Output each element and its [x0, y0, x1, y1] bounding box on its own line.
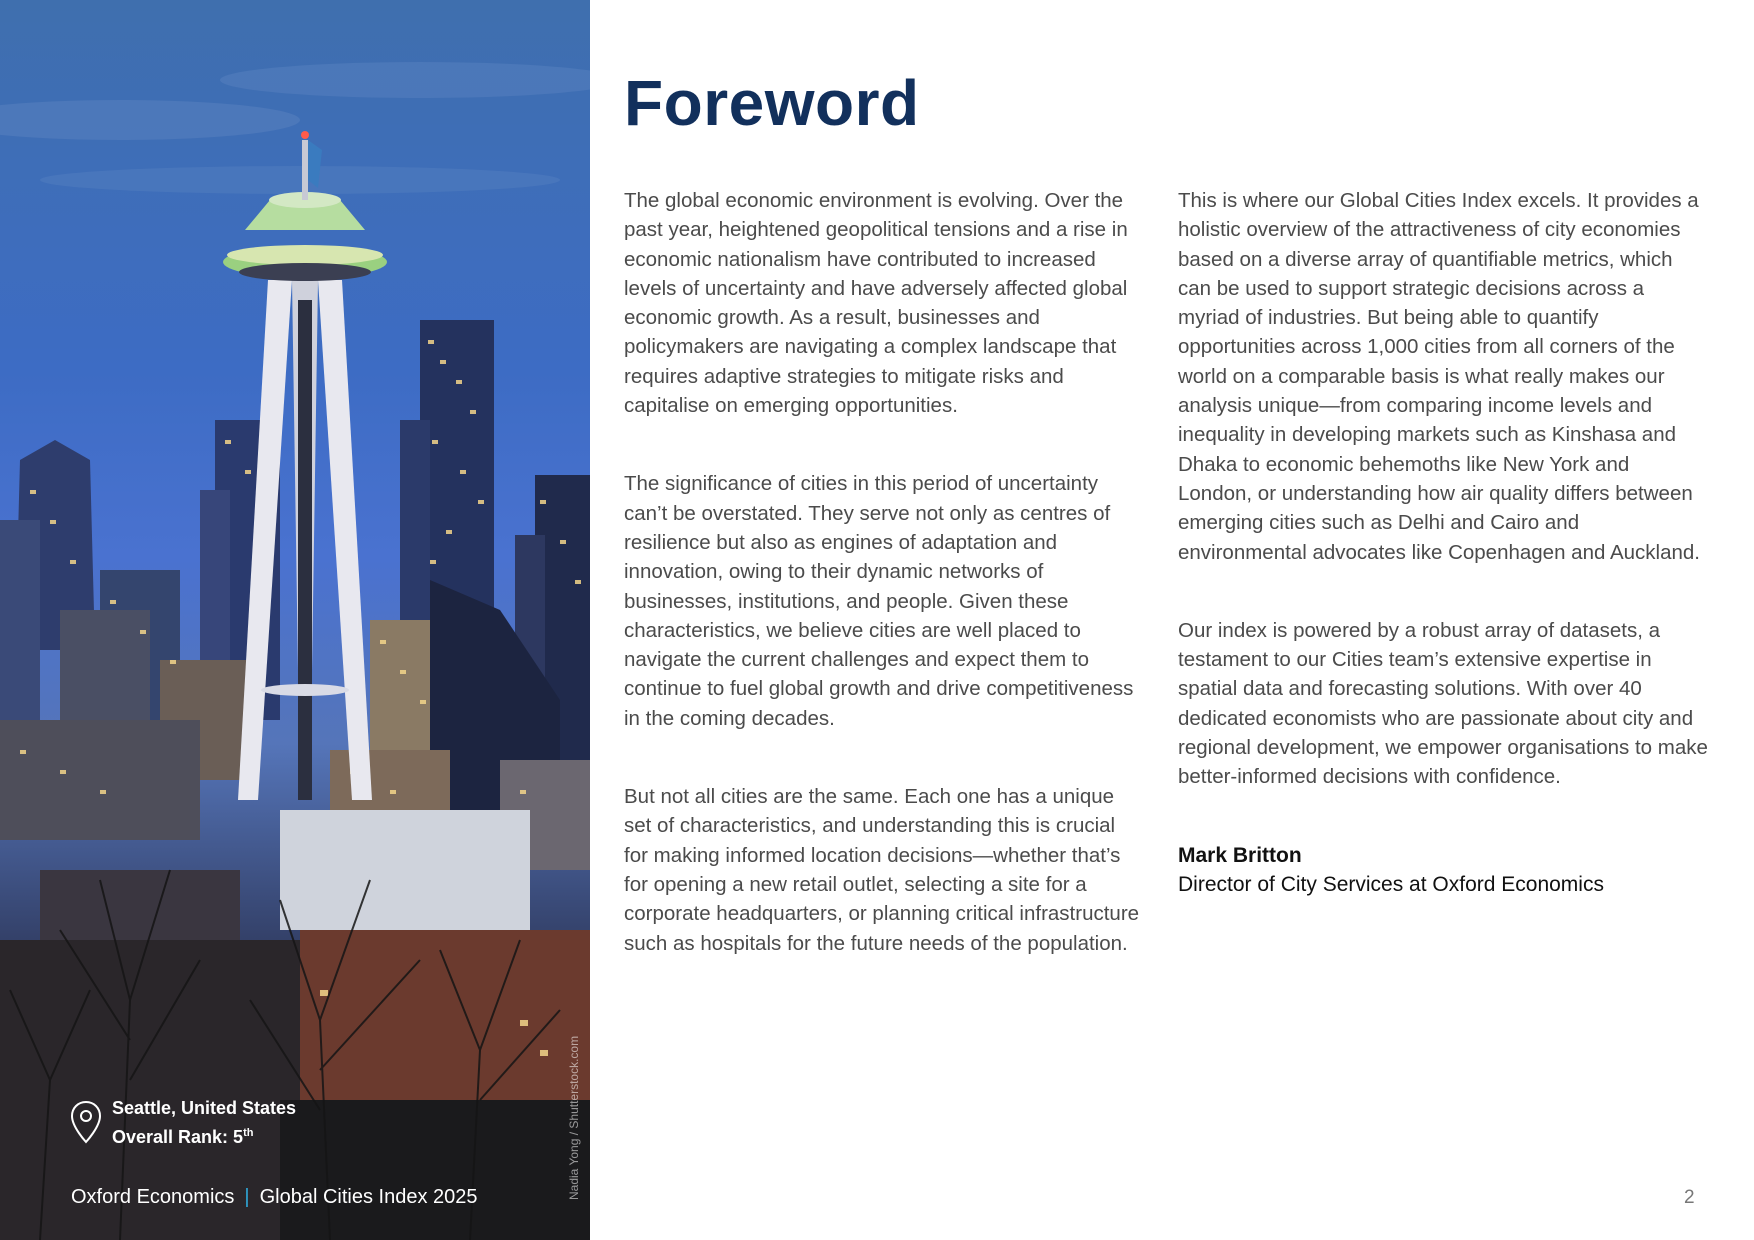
overall-rank: Overall Rank: 5th: [112, 1127, 254, 1147]
right-column: [1178, 186, 1708, 899]
footer-publisher: Oxford Economics: [71, 1186, 235, 1208]
paragraph: But not all cities are the same. Each one has a unique set of characteristics, and understanding this is crucial for making informed location decisions—whether that’s for opening a new retail outlet, selecting a site for a corporate headquarters, or planning critical infrastructure such as hospitals for the future needs of the population.: [624, 785, 1140, 955]
photo-credit: Nadia Yong / Shutterstock.com: [567, 1035, 581, 1200]
location-pin-icon: [70, 1100, 102, 1144]
paragraph: The significance of cities in this period of uncertainty can’t be overstated. They serve not only as centres of resilience but also as engines of adaptation and innovation, owing to their dynamic networks of businesses, institutions, and people. Given these characteristics, we believe cities are well placed to navigate the current challenges and expect them to continue to fuel global growth and drive competitiveness in the coming decades.: [624, 472, 1134, 730]
footer-separator: |: [244, 1186, 250, 1208]
paragraph: Our index is powered by a robust array of datasets, a testament to our Cities team’s extensive expertise in spatial data and forecasting solutions. With over 40 dedicated economists who are passionate about city and regional development, we empower organisations to make better-informed decisions with confidence.: [1178, 618, 1708, 789]
skyline-illustration: [0, 0, 590, 1240]
paragraph: This is where our Global Cities Index excels. It provides a holistic overview of the attractiveness of city economies based on a diverse array of quantifiable metrics, which can be used to support strategic decisions across a myriad of industries. But being able to quantify opportunities across 1,000 cities from all corners of the world on a comparable basis is what really makes our analysis unique—from comparing income levels and inequality in developing markets such as Kinshasa and Dhaka to economic behemoths like New York and London, or understanding how air quality differs between emerging cities such as Delhi and Cairo and environmental advocates like Copenhagen and Auckland.: [1178, 189, 1700, 564]
signature-role: Director of City Services at Oxford Economics: [1178, 872, 1604, 896]
paragraph: The global economic environment is evolving. Over the past year, heightened geopolitical tensions and a rise in economic nationalism have contributed to increased levels of uncertainty and have adversely affected global economic growth. As a result, businesses and policymakers are navigating a complex landscape that requires adaptive strategies to mitigate risks and capitalise on emerging opportunities.: [624, 189, 1128, 418]
page-number: 2: [1684, 1187, 1695, 1208]
location-name: Seattle, United States: [112, 1098, 297, 1118]
footer-publication-title: Global Cities Index 2025: [259, 1186, 478, 1208]
page-title: Foreword: [624, 67, 920, 139]
footer-publication: [71, 1186, 478, 1209]
cover-photo-seattle-skyline: [0, 0, 590, 1240]
signature-name: Mark Britton: [1178, 843, 1302, 867]
left-column: [624, 186, 1144, 1007]
location-caption: [70, 1096, 296, 1150]
rank-suffix: th: [243, 1127, 254, 1139]
